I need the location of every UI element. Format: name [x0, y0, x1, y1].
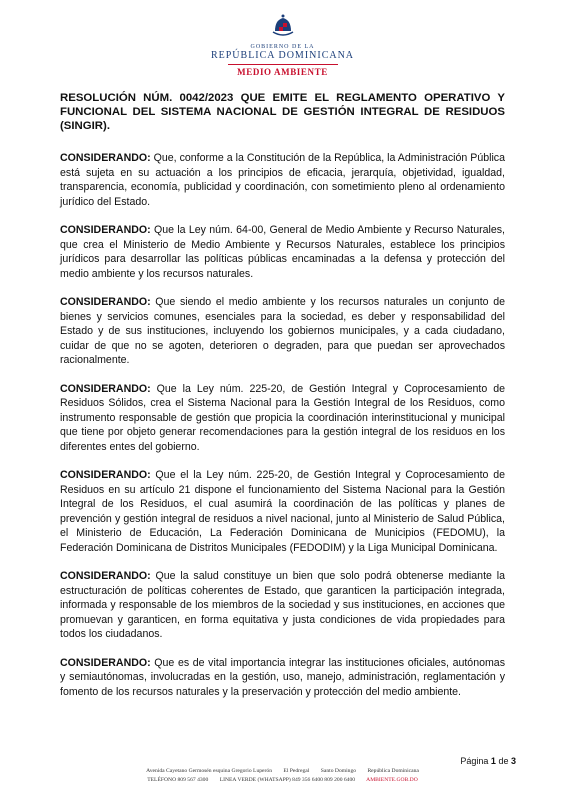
considerando-paragraph: CONSIDERANDO: Que, conforme a la Constitución de la República, la Administración Pública está sujeta en su actuación a los principios de eficacia, jerarquía, objetividad, igualdad, transparencia, economía, publicidad y coordinación, con sometimiento pleno al ordenamiento jurídico del Estado.: [60, 152, 505, 208]
considerando-paragraph: CONSIDERANDO: Que la salud constituye un bien que solo podrá obtenerse mediante la estructuración de políticas coherentes de Estado, que garanticen la participación integrada, informada y responsable de los miembros de la sociedad y sus instituciones, en acciones que promuevan y garanticen, en forma equitativa y justa condiciones de vida propiedades para todos los ciudadanos.: [60, 570, 505, 640]
considerando-paragraph: CONSIDERANDO: Que la Ley núm. 64-00, General de Medio Ambiente y Recurso Naturales, que crea el Ministerio de Medio Ambiente y Recursos Naturales, establece los principios jurídicos para desarrollar las políticas públicas encaminadas a la defensa y protección del medio ambiente y los recursos naturales.: [60, 224, 505, 280]
footer-address: Avenida Cayetano Germosén esquina Gregorio Luperón El Pedregal Santo Domingo República Dominicana: [146, 768, 419, 774]
considerando-paragraph: CONSIDERANDO: Que el la Ley núm. 225-20, de Gestión Integral y Coprocesamiento de Residuos en su artículo 21 dispone el funcionamiento del Sistema Nacional para la Gestión Integral de los Residuos, el cual asumirá la coordinación de las políticas y planes de prevención y gestión integral de residuos a nivel nacional, junto al Ministerio de Salud Pública, el Ministerio de Educación, La Federación Dominicana de Municipios (FEDOMU), la Federación Dominicana de Distritos Municipales (FEDODIM) y la Liga Municipal Dominicana.: [60, 469, 505, 554]
resolution-title: RESOLUCIÓN NÚM. 0042/2023 QUE EMITE EL REGLAMENTO OPERATIVO Y FUNCIONAL DEL SISTEMA NACIONAL DE GESTIÓN INTEGRAL DE RESIDUOS (SINGIR).: [60, 92, 505, 132]
document-body: [60, 151, 505, 713]
ministry-name: MEDIO AMBIENTE: [237, 67, 328, 77]
footer-contacts: TELÉFONO 809 567 4300 LINEA VERDE (WHATSAPP) 849 356 6400 809 200 6400 AMBIENTE.GOB.DO: [147, 777, 418, 783]
considerando-paragraph: CONSIDERANDO: Que siendo el medio ambiente y los recursos naturales un conjunto de bienes y servicios comunes, esenciales para la sociedad, es deber y responsabilidad del Estado y de sus instituciones, incluyendo los gobiernos municipales, y a cada ciudadano, cuidar de que no se agoten, deterioren o degraden, para que puedan ser aprovechados racionalmente.: [60, 296, 505, 366]
considerando-paragraph: CONSIDERANDO: Que es de vital importancia integrar las instituciones oficiales, autónomas y semiautónomas, involucradas en la gestión, uso, manejo, administración, reglamentación y fomento de los recursos naturales y la preservación y protección del medio ambiente.: [60, 656, 505, 698]
header-divider: [228, 64, 338, 65]
website-link[interactable]: AMBIENTE.GOB.DO: [366, 777, 418, 783]
footer: [0, 767, 565, 785]
page-number: Página 1 de 3: [460, 756, 516, 766]
government-label: GOBIERNO DE LA: [250, 44, 315, 50]
coat-of-arms-icon: [268, 12, 298, 42]
country-name: REPÚBLICA DOMINICANA: [210, 50, 355, 61]
considerando-paragraph: CONSIDERANDO: Que la Ley núm. 225-20, de Gestión Integral y Coprocesamiento de Residuos Sólidos, crea el Sistema Nacional para la Gestión Integral de los Residuos, como instrumento responsable de gestión que propicia la coordinación interinstitucional y municipal que tiene por objeto generar recomendaciones para la gestión integral de los residuos en los diferentes entes del gobierno.: [60, 382, 505, 453]
letterhead: [0, 12, 565, 77]
